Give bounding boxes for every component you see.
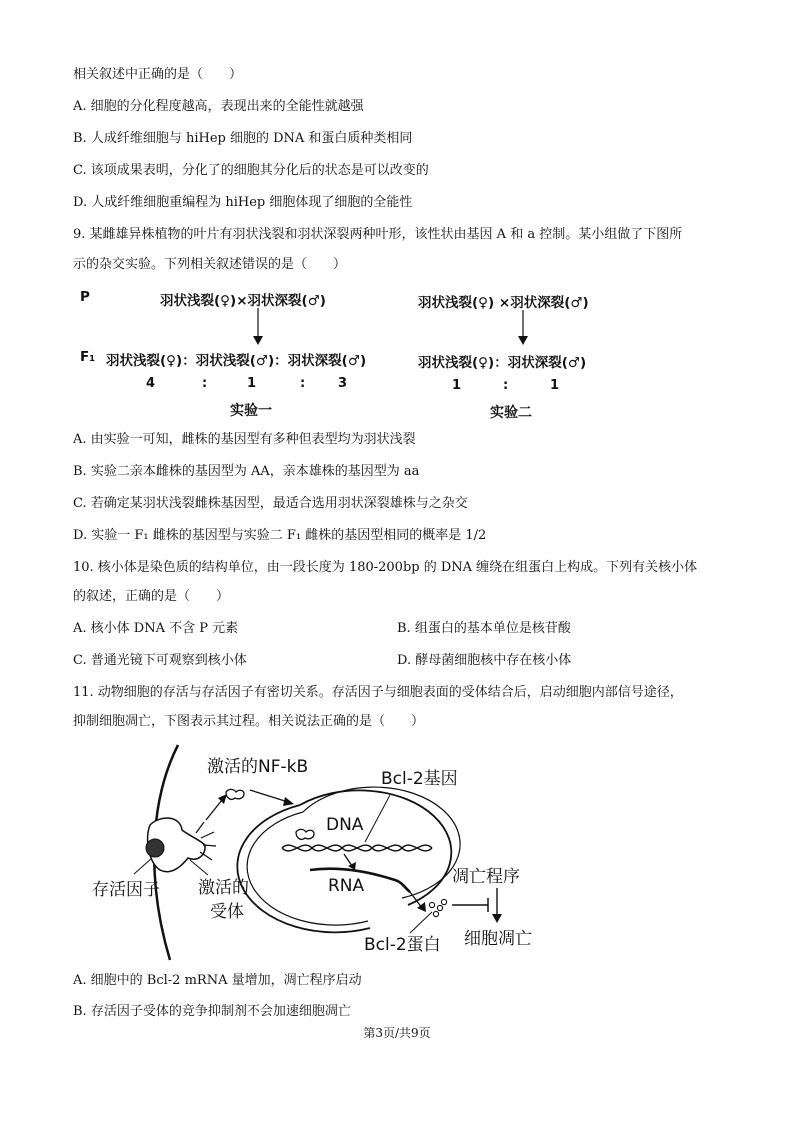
arrow-to-nucleus-icon [250, 790, 294, 806]
apoptosis-arrow-icon [492, 888, 502, 923]
q8-option-c: C. 该项成果表明，分化了的细胞其分化后的状态是可以改变的 [73, 163, 429, 178]
q9-option-c: C. 若确定某羽状浅裂雌株基因型，最适合选用羽状深裂雄株与之杂交 [73, 496, 468, 511]
bcl2-gene-pointer [365, 795, 390, 842]
q9-stem-line2: 示的杂交实验。下列相关叙述错误的是（ ） [73, 257, 347, 272]
transcription-arrow-icon [344, 854, 356, 870]
q8-option-b: B. 人成纤维细胞与 hiHep 细胞的 DNA 和蛋白质种类相同 [73, 131, 413, 146]
q10-stem-line2: 的叙述，正确的是（ ） [73, 589, 230, 604]
exp2-ratio-2: 1 [550, 378, 560, 393]
inhibition-arrow-icon [452, 898, 488, 912]
label-dna: DNA [326, 815, 364, 835]
q11-option-a: A. 细胞中的 Bcl-2 mRNA 量增加，凋亡程序启动 [73, 973, 362, 988]
q10-option-b: B. 组蛋白的基本单位是核苷酸 [397, 621, 571, 636]
q8-stem-tail: 相关叙述中正确的是（ ） [73, 67, 243, 82]
q9-option-b: B. 实验二亲本雌株的基因型为 AA，亲本雄株的基因型为 aa [73, 464, 420, 479]
label-bcl2-protein: Bcl-2蛋白 [364, 935, 441, 955]
rna-exit-arrow-icon [410, 892, 426, 912]
label-rna: RNA [328, 876, 365, 896]
exp1-parent-cross: 羽状浅裂(♀)×羽状深裂(♂) [160, 293, 326, 309]
p-generation-label: P [80, 289, 90, 305]
q10-stem-line1: 10. 核小体是染色质的结构单位，由一段长度为 180-200bp 的 DNA 缠绕在组蛋白上构成。下列有关核小体 [73, 560, 698, 575]
nfkb-in-nucleus-icon [296, 829, 314, 839]
exp1-ratio-1: 4 [146, 376, 156, 391]
q11-option-b: B. 存活因子受体的竞争抑制剂不会加速细胞凋亡 [73, 1004, 351, 1019]
label-activated-nfkb: 激活的NF-kB [207, 757, 309, 777]
exp2-parent-cross: 羽状浅裂(♀) ×羽状深裂(♂) [418, 295, 589, 311]
exp1-ratio-2: 1 [247, 376, 257, 391]
q10-option-d: D. 酵母菌细胞核中存在核小体 [397, 653, 572, 668]
nucleus-envelope [237, 787, 460, 932]
exp1-offspring: 羽状浅裂(♀)：羽状浅裂(♂)：羽状深裂(♂) [106, 353, 367, 369]
exp2-name: 实验二 [490, 405, 532, 421]
q10-option-c: C. 普通光镜下可观察到核小体 [73, 653, 247, 668]
bcl2-protein-dots-icon [429, 899, 446, 916]
dna-helix-icon [282, 845, 432, 851]
q9-stem-line1: 9. 某雌雄异株植物的叶片有羽状浅裂和羽状深裂两种叶形，该性状由基因 A 和 a 控制。某小组做了下图所 [73, 227, 683, 242]
page-footer: 第3页/共9页 [363, 1026, 431, 1040]
exp1-ratio-sep1: : [202, 376, 208, 391]
label-apoptosis-program: 凋亡程序 [452, 867, 520, 887]
receptor-icon [146, 818, 205, 872]
q8-option-d: D. 人成纤维细胞重编程为 hiHep 细胞体现了细胞的全能性 [73, 195, 413, 210]
exp1-ratio-sep2: : [300, 376, 306, 391]
arrow-to-nfkb-icon [206, 794, 227, 820]
q8-option-a: A. 细胞的分化程度越高，表现出来的全能性就越强 [73, 99, 364, 114]
exp2-ratio-sep: : [503, 378, 509, 393]
exp1-ratio-3: 3 [338, 376, 348, 391]
survival-factor-pointer [134, 858, 152, 874]
label-cell-apoptosis: 细胞凋亡 [464, 929, 532, 949]
nfkb-blob-icon [226, 789, 244, 799]
label-activated-receptor-1: 激活的 [198, 878, 249, 898]
f1-generation-label: F₁ [80, 349, 96, 365]
q9-option-a: A. 由实验一可知，雌株的基因型有多种但表型均为羽状浅裂 [73, 432, 416, 447]
q11-stem-line2: 抑制细胞凋亡，下图表示其过程。相关说法正确的是（ ） [73, 714, 425, 729]
q9-option-d: D. 实验一 F₁ 雌株的基因型与实验二 F₁ 雌株的基因型相同的概率是 1/2 [73, 528, 487, 543]
q10-option-a: A. 核小体 DNA 不含 P 元素 [73, 621, 239, 636]
label-bcl2-gene: Bcl-2基因 [381, 769, 458, 789]
label-activated-receptor-2: 受体 [210, 902, 244, 922]
label-survival-factor: 存活因子 [92, 880, 160, 900]
exp1-name: 实验一 [230, 403, 272, 419]
q11-stem-line1: 11. 动物细胞的存活与存活因子有密切关系。存活因子与细胞表面的受体结合后，启动细胞内部信号途径， [73, 685, 683, 700]
exp2-ratio-1: 1 [452, 378, 462, 393]
exp2-offspring: 羽状浅裂(♀)：羽状深裂(♂) [418, 355, 587, 371]
